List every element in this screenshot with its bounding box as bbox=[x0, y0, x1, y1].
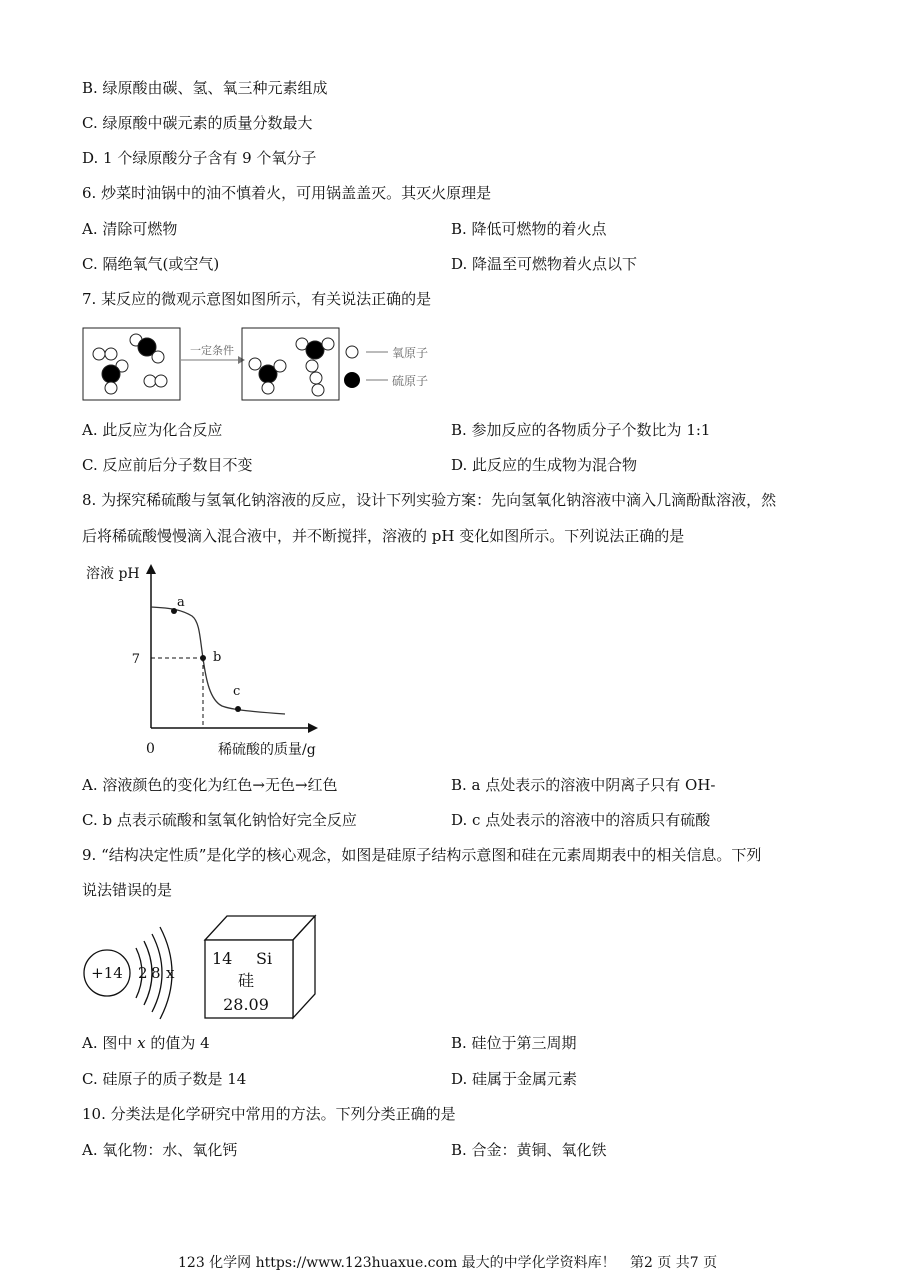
y-tick-label-7: 7 bbox=[131, 652, 140, 667]
q8-option-d: D. c 点处表示的溶液中的溶质只有硫酸 bbox=[451, 811, 711, 829]
sulfur-atom bbox=[102, 365, 120, 383]
oxygen-atom bbox=[105, 382, 117, 394]
q9-option-a-prefix: A. 图中 bbox=[82, 1034, 138, 1052]
footer-page-number: 第2 页 共7 页 bbox=[630, 1255, 718, 1271]
point-b bbox=[200, 655, 206, 661]
q9-stem-line1: 9. “结构决定性质”是化学的核心观念，如图是硅原子结构示意图和硅在元素周期表中的相关信息。下列 bbox=[82, 846, 762, 864]
reaction-condition-label: 一定条件 bbox=[190, 344, 234, 357]
q8-stem-line1: 8. 为探究稀硫酸与氢氧化钠溶液的反应，设计下列实验方案：先向氢氧化钠溶液中滴入几滴酚酞溶液，然 bbox=[82, 491, 777, 509]
q7-option-d: D. 此反应的生成物为混合物 bbox=[451, 456, 638, 474]
q7-option-b: B. 参加反应的各物质分子个数比为 1:1 bbox=[451, 421, 711, 439]
point-b-label: b bbox=[213, 650, 222, 665]
oxygen-atom bbox=[274, 360, 286, 372]
shell3-electrons: x bbox=[166, 964, 175, 982]
footer-site-link[interactable]: 123 化学网 https://www.123huaxue.com 最大的中学化学资料库！ bbox=[178, 1255, 616, 1271]
q6-stem: 6. 炒菜时油锅中的油不慎着火，可用锅盖盖灭。其灭火原理是 bbox=[82, 184, 492, 202]
element-name: 硅 bbox=[237, 971, 255, 990]
q7-option-a: A. 此反应为化合反应 bbox=[82, 421, 223, 439]
point-a-label: a bbox=[177, 595, 185, 610]
q5-option-b: B. 绿原酸由碳、氢、氧三种元素组成 bbox=[82, 79, 328, 97]
oxygen-atom bbox=[249, 358, 261, 370]
q9-option-b: B. 硅位于第三周期 bbox=[451, 1034, 577, 1052]
q8-option-a: A. 溶液颜色的变化为红色→无色→红色 bbox=[82, 776, 338, 794]
oxygen-atom bbox=[312, 384, 324, 396]
nucleus-charge: +14 bbox=[91, 964, 123, 982]
q6-option-d: D. 降温至可燃物着火点以下 bbox=[451, 255, 638, 273]
y-axis-label: 溶液 pH bbox=[86, 566, 140, 582]
oxygen-atom bbox=[306, 360, 318, 372]
q10-option-a: A. 氧化物：水、氧化钙 bbox=[82, 1141, 238, 1159]
oxygen-atom bbox=[93, 348, 105, 360]
legend-sulfur-label: 硫原子 bbox=[392, 374, 429, 388]
q8-option-b: B. a 点处表示的溶液中阴离子只有 OH- bbox=[451, 776, 716, 794]
legend-sulfur-icon bbox=[344, 372, 360, 388]
q9-option-a-variable: x bbox=[137, 1034, 146, 1052]
oxygen-atom bbox=[152, 351, 164, 363]
origin-label: 0 bbox=[146, 741, 155, 757]
q9-option-a bbox=[82, 1033, 210, 1053]
q6-option-a: A. 清除可燃物 bbox=[82, 220, 178, 238]
q8-stem-line2: 后将稀硫酸慢慢滴入混合液中，并不断搅拌，溶液的 pH 变化如图所示。下列说法正确的是 bbox=[82, 527, 685, 545]
shell2-electrons: 8 bbox=[151, 964, 161, 982]
q9-option-d: D. 硅属于金属元素 bbox=[451, 1070, 578, 1088]
q9-option-a-suffix: 的值为 4 bbox=[145, 1034, 210, 1052]
oxygen-atom bbox=[144, 375, 156, 387]
q8-ph-chart bbox=[82, 560, 342, 762]
q9-option-c: C. 硅原子的质子数是 14 bbox=[82, 1070, 247, 1088]
q6-option-c: C. 隔绝氧气(或空气) bbox=[82, 255, 220, 273]
y-axis-arrow-icon bbox=[146, 564, 156, 574]
q10-option-b: B. 合金：黄铜、氧化铁 bbox=[451, 1141, 607, 1159]
oxygen-atom bbox=[310, 372, 322, 384]
oxygen-atom bbox=[262, 382, 274, 394]
oxygen-atom bbox=[155, 375, 167, 387]
q5-option-d: D. 1 个绿原酸分子含有 9 个氧分子 bbox=[82, 149, 317, 167]
reactant-molecules bbox=[93, 334, 167, 394]
q7-stem: 7. 某反应的微观示意图如图所示，有关说法正确的是 bbox=[82, 290, 432, 308]
element-symbol: Si bbox=[256, 949, 273, 968]
x-axis-arrow-icon bbox=[308, 723, 318, 733]
q7-option-c: C. 反应前后分子数目不变 bbox=[82, 456, 253, 474]
product-molecules bbox=[249, 338, 334, 396]
point-c bbox=[235, 706, 241, 712]
q10-stem: 10. 分类法是化学研究中常用的方法。下列分类正确的是 bbox=[82, 1105, 456, 1123]
q9-periodic-table-cell bbox=[200, 912, 320, 1024]
x-axis-label: 稀硫酸的质量/g bbox=[218, 742, 316, 758]
shell1-electrons: 2 bbox=[138, 964, 148, 982]
oxygen-atom bbox=[322, 338, 334, 350]
q8-option-c: C. b 点表示硫酸和氢氧化钠恰好完全反应 bbox=[82, 811, 357, 829]
atomic-mass: 28.09 bbox=[223, 995, 269, 1014]
legend-oxygen-label: 氧原子 bbox=[392, 346, 429, 360]
oxygen-atom bbox=[105, 348, 117, 360]
atomic-number: 14 bbox=[212, 949, 233, 968]
q5-option-c: C. 绿原酸中碳元素的质量分数最大 bbox=[82, 114, 313, 132]
q7-reaction-diagram bbox=[82, 326, 452, 404]
point-c-label: c bbox=[233, 684, 241, 699]
legend-oxygen-icon bbox=[346, 346, 358, 358]
q6-option-b: B. 降低可燃物的着火点 bbox=[451, 220, 607, 238]
q9-stem-line2: 说法错误的是 bbox=[82, 881, 173, 899]
sulfur-atom bbox=[306, 341, 324, 359]
